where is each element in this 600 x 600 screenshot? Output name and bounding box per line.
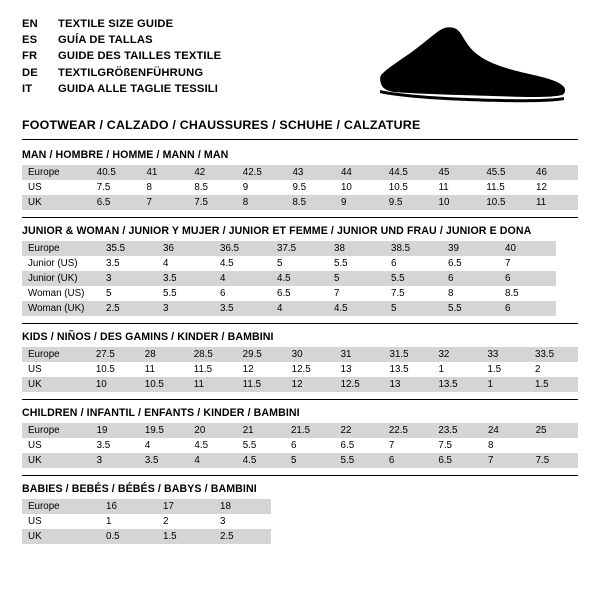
language-code: ES bbox=[22, 34, 38, 47]
cell bbox=[530, 438, 578, 453]
dress-shoe-icon bbox=[362, 18, 572, 104]
cell: 7.5 bbox=[385, 286, 442, 301]
cell: 2 bbox=[157, 514, 214, 529]
cell: 22 bbox=[335, 423, 383, 438]
cell: 11 bbox=[188, 377, 237, 392]
cell: 6.5 bbox=[271, 286, 328, 301]
language-code: FR bbox=[22, 50, 38, 63]
cell: 46 bbox=[530, 165, 578, 180]
row-label: UK bbox=[22, 453, 91, 468]
language-title: TEXTILE SIZE GUIDE bbox=[58, 18, 174, 30]
section-title: CHILDREN / INFANTIL / ENFANTS / KINDER / BAMBINI bbox=[22, 407, 300, 419]
cell: 6 bbox=[385, 256, 442, 271]
cell: 3 bbox=[157, 301, 214, 316]
cell: 36 bbox=[157, 241, 214, 256]
size-table-kids bbox=[22, 347, 578, 392]
cell: 0.5 bbox=[100, 529, 157, 544]
cell: 11.5 bbox=[237, 377, 286, 392]
language-title: GUIDE DES TAILLES TEXTILE bbox=[58, 50, 222, 63]
cell: 5 bbox=[285, 453, 335, 468]
language-row bbox=[22, 18, 221, 34]
cell: 4.5 bbox=[328, 301, 385, 316]
cell: 10 bbox=[90, 377, 139, 392]
cell: 28.5 bbox=[188, 347, 237, 362]
divider bbox=[22, 323, 578, 324]
cell: 33.5 bbox=[529, 347, 578, 362]
table-row bbox=[22, 347, 578, 362]
cell: 45.5 bbox=[480, 165, 530, 180]
table-row bbox=[22, 271, 556, 286]
row-label: US bbox=[22, 362, 90, 377]
cell: 12.5 bbox=[335, 377, 384, 392]
cell: 7 bbox=[328, 286, 385, 301]
cell: 1.5 bbox=[157, 529, 214, 544]
section-title: MAN / HOMBRE / HOMME / MANN / MAN bbox=[22, 149, 229, 161]
cell: 5 bbox=[271, 256, 328, 271]
cell: 6 bbox=[499, 271, 556, 286]
table-row bbox=[22, 195, 578, 210]
cell: 8 bbox=[442, 286, 499, 301]
language-code: IT bbox=[22, 82, 33, 95]
row-label: US bbox=[22, 438, 91, 453]
cell: 5.5 bbox=[385, 271, 442, 286]
language-title: TEXTILGRÖßENFÜHRUNG bbox=[58, 66, 204, 79]
section-babies bbox=[22, 483, 578, 544]
cell: 3 bbox=[100, 271, 157, 286]
cell: 27.5 bbox=[90, 347, 139, 362]
cell: 10.5 bbox=[383, 180, 433, 195]
cell: 4.5 bbox=[188, 438, 236, 453]
row-label: UK bbox=[22, 377, 90, 392]
cell: 32 bbox=[432, 347, 481, 362]
cell: 7.5 bbox=[432, 438, 482, 453]
cell: 9 bbox=[237, 180, 287, 195]
cell: 5.5 bbox=[237, 438, 285, 453]
cell: 1.5 bbox=[481, 362, 529, 377]
table-row bbox=[22, 256, 556, 271]
language-title: GUÍA DE TALLAS bbox=[58, 34, 153, 47]
cell: 19.5 bbox=[139, 423, 189, 438]
table-row bbox=[22, 453, 578, 468]
cell: 12 bbox=[286, 377, 335, 392]
table-row bbox=[22, 529, 271, 544]
cell: 11.5 bbox=[480, 180, 530, 195]
cell: 4 bbox=[188, 453, 236, 468]
cell: 38 bbox=[328, 241, 385, 256]
cell: 24 bbox=[482, 423, 530, 438]
document-header bbox=[22, 18, 578, 104]
cell: 13.5 bbox=[432, 377, 481, 392]
section-title: KIDS / NIÑOS / DES GAMINS / KINDER / BAMBINI bbox=[22, 331, 274, 343]
cell: 31.5 bbox=[384, 347, 433, 362]
cell: 4.5 bbox=[237, 453, 285, 468]
cell: 8 bbox=[482, 438, 530, 453]
divider bbox=[22, 475, 578, 476]
row-label: Junior (US) bbox=[22, 256, 100, 271]
row-label: Europe bbox=[22, 165, 91, 180]
cell: 5 bbox=[100, 286, 157, 301]
cell: 36.5 bbox=[214, 241, 271, 256]
row-label: UK bbox=[22, 529, 100, 544]
cell: 4 bbox=[157, 256, 214, 271]
cell: 25 bbox=[530, 423, 578, 438]
section-kids bbox=[22, 331, 578, 392]
cell: 28 bbox=[139, 347, 188, 362]
cell: 1.5 bbox=[529, 377, 578, 392]
cell: 5 bbox=[328, 271, 385, 286]
cell: 9 bbox=[335, 195, 383, 210]
section-children bbox=[22, 407, 578, 468]
cell: 3 bbox=[214, 514, 271, 529]
row-label: Europe bbox=[22, 499, 100, 514]
cell: 13 bbox=[384, 377, 433, 392]
cell: 9.5 bbox=[383, 195, 433, 210]
cell: 41 bbox=[140, 165, 188, 180]
cell: 6.5 bbox=[335, 438, 383, 453]
row-label: US bbox=[22, 514, 100, 529]
cell: 4 bbox=[139, 438, 189, 453]
size-table-man bbox=[22, 165, 578, 210]
cell: 31 bbox=[335, 347, 384, 362]
table-row bbox=[22, 514, 271, 529]
cell: 3.5 bbox=[100, 256, 157, 271]
cell: 6 bbox=[285, 438, 335, 453]
cell: 43 bbox=[286, 165, 334, 180]
cell: 13 bbox=[335, 362, 384, 377]
cell: 7.5 bbox=[188, 195, 236, 210]
cell: 5.5 bbox=[328, 256, 385, 271]
cell: 7 bbox=[383, 438, 433, 453]
cell: 1 bbox=[481, 377, 529, 392]
cell: 3.5 bbox=[157, 271, 214, 286]
cell: 29.5 bbox=[237, 347, 286, 362]
row-label: Europe bbox=[22, 347, 90, 362]
cell: 3 bbox=[91, 453, 139, 468]
cell: 6.5 bbox=[91, 195, 141, 210]
cell: 21.5 bbox=[285, 423, 335, 438]
cell: 11.5 bbox=[188, 362, 237, 377]
cell: 2 bbox=[529, 362, 578, 377]
cell: 16 bbox=[100, 499, 157, 514]
cell: 30 bbox=[286, 347, 335, 362]
section-title: BABIES / BEBÉS / BÉBÉS / BABYS / BAMBINI bbox=[22, 483, 257, 495]
divider bbox=[22, 217, 578, 218]
cell: 42 bbox=[188, 165, 236, 180]
cell: 4 bbox=[271, 301, 328, 316]
page-title: FOOTWEAR / CALZADO / CHAUSSURES / SCHUHE / CALZATURE bbox=[22, 118, 421, 132]
cell: 7 bbox=[482, 453, 530, 468]
cell: 6.5 bbox=[432, 453, 482, 468]
cell: 44.5 bbox=[383, 165, 433, 180]
table-row bbox=[22, 286, 556, 301]
cell: 3.5 bbox=[214, 301, 271, 316]
cell: 37.5 bbox=[271, 241, 328, 256]
cell: 18 bbox=[214, 499, 271, 514]
language-row bbox=[22, 34, 221, 50]
cell: 5.5 bbox=[442, 301, 499, 316]
language-title: GUIDA ALLE TAGLIE TESSILI bbox=[58, 82, 218, 95]
cell: 3.5 bbox=[91, 438, 139, 453]
language-code: EN bbox=[22, 18, 38, 30]
cell: 22.5 bbox=[383, 423, 433, 438]
cell: 21 bbox=[237, 423, 285, 438]
cell: 5.5 bbox=[335, 453, 383, 468]
cell: 6 bbox=[383, 453, 433, 468]
cell: 4.5 bbox=[271, 271, 328, 286]
cell: 1 bbox=[100, 514, 157, 529]
size-table-babies bbox=[22, 499, 271, 544]
language-row bbox=[22, 83, 221, 99]
cell: 10 bbox=[433, 195, 481, 210]
cell: 39 bbox=[442, 241, 499, 256]
cell: 7.5 bbox=[91, 180, 141, 195]
cell: 12 bbox=[237, 362, 286, 377]
table-row bbox=[22, 377, 578, 392]
cell: 40.5 bbox=[91, 165, 141, 180]
language-row bbox=[22, 50, 221, 66]
table-row bbox=[22, 438, 578, 453]
cell: 8.5 bbox=[499, 286, 556, 301]
cell: 1 bbox=[432, 362, 481, 377]
cell: 7 bbox=[140, 195, 188, 210]
cell: 6 bbox=[214, 286, 271, 301]
cell: 11 bbox=[530, 195, 578, 210]
cell: 17 bbox=[157, 499, 214, 514]
cell: 2.5 bbox=[214, 529, 271, 544]
table-row bbox=[22, 241, 556, 256]
table-row bbox=[22, 499, 271, 514]
cell: 10.5 bbox=[480, 195, 530, 210]
cell: 5.5 bbox=[157, 286, 214, 301]
row-label: US bbox=[22, 180, 91, 195]
language-list bbox=[22, 18, 221, 99]
language-row bbox=[22, 67, 221, 83]
cell: 4 bbox=[214, 271, 271, 286]
section-junior-woman bbox=[22, 225, 578, 316]
table-row bbox=[22, 301, 556, 316]
cell: 8 bbox=[237, 195, 287, 210]
cell: 8.5 bbox=[188, 180, 236, 195]
cell: 11 bbox=[139, 362, 188, 377]
cell: 44 bbox=[335, 165, 383, 180]
cell: 12.5 bbox=[286, 362, 335, 377]
cell: 6 bbox=[442, 271, 499, 286]
cell: 2.5 bbox=[100, 301, 157, 316]
cell: 10.5 bbox=[139, 377, 188, 392]
cell: 45 bbox=[433, 165, 481, 180]
row-label: Europe bbox=[22, 423, 91, 438]
cell: 3.5 bbox=[139, 453, 189, 468]
cell: 9.5 bbox=[286, 180, 334, 195]
divider bbox=[22, 399, 578, 400]
table-row bbox=[22, 180, 578, 195]
cell: 12 bbox=[530, 180, 578, 195]
row-label: UK bbox=[22, 195, 91, 210]
cell: 11 bbox=[433, 180, 481, 195]
cell: 20 bbox=[188, 423, 236, 438]
language-code: DE bbox=[22, 66, 38, 79]
cell: 38.5 bbox=[385, 241, 442, 256]
cell: 42.5 bbox=[237, 165, 287, 180]
cell: 6 bbox=[499, 301, 556, 316]
cell: 5 bbox=[385, 301, 442, 316]
size-table-children bbox=[22, 423, 578, 468]
cell: 7.5 bbox=[530, 453, 578, 468]
row-label: Woman (US) bbox=[22, 286, 100, 301]
row-label: Junior (UK) bbox=[22, 271, 100, 286]
cell: 8.5 bbox=[286, 195, 334, 210]
cell: 7 bbox=[499, 256, 556, 271]
table-row bbox=[22, 423, 578, 438]
cell: 8 bbox=[140, 180, 188, 195]
cell: 19 bbox=[91, 423, 139, 438]
cell: 6.5 bbox=[442, 256, 499, 271]
cell: 33 bbox=[481, 347, 529, 362]
size-table-junior-woman bbox=[22, 241, 556, 316]
table-row bbox=[22, 165, 578, 180]
cell: 35.5 bbox=[100, 241, 157, 256]
cell: 10.5 bbox=[90, 362, 139, 377]
row-label: Woman (UK) bbox=[22, 301, 100, 316]
cell: 23.5 bbox=[432, 423, 482, 438]
row-label: Europe bbox=[22, 241, 100, 256]
divider bbox=[22, 139, 578, 140]
cell: 13.5 bbox=[384, 362, 433, 377]
section-man bbox=[22, 149, 578, 210]
cell: 10 bbox=[335, 180, 383, 195]
cell: 40 bbox=[499, 241, 556, 256]
cell: 4.5 bbox=[214, 256, 271, 271]
table-row bbox=[22, 362, 578, 377]
section-title: JUNIOR & WOMAN / JUNIOR Y MUJER / JUNIOR ET FEMME / JUNIOR UND FRAU / JUNIOR E DONA bbox=[22, 225, 532, 237]
